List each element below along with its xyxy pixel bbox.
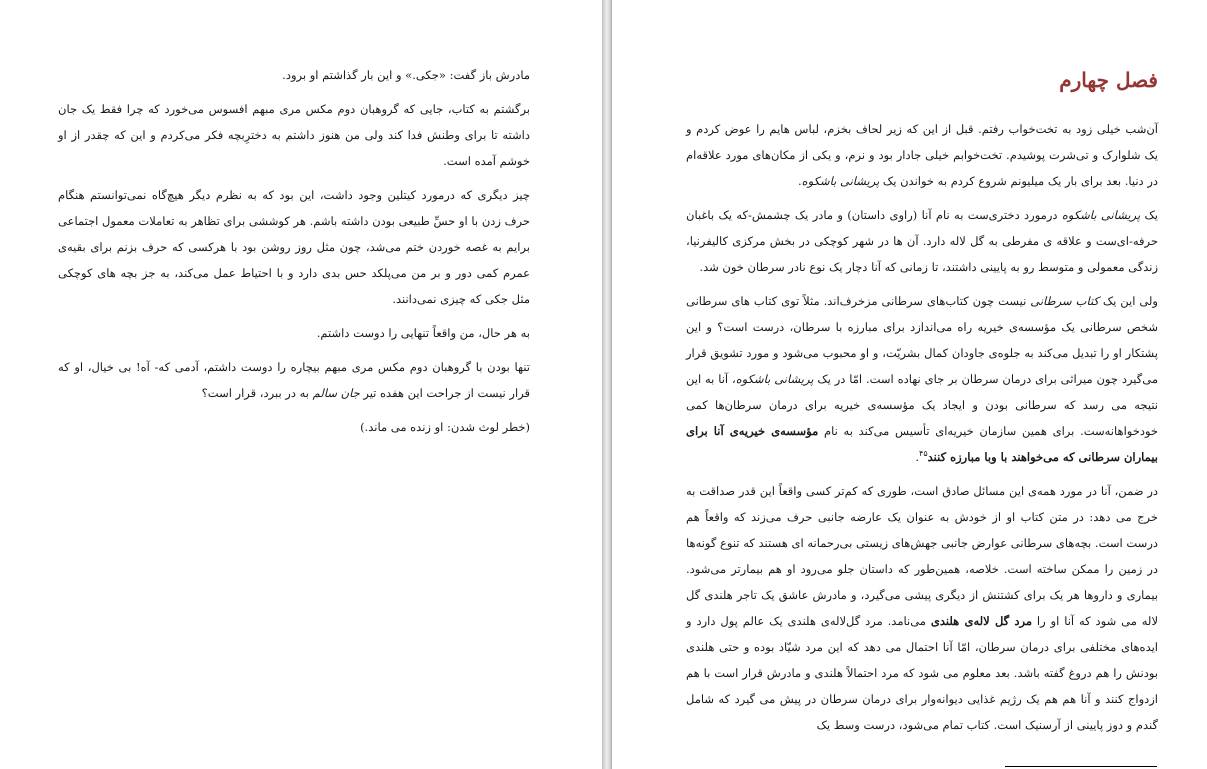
text-run: یک <box>1140 208 1158 222</box>
right-page-text <box>686 116 1158 746</box>
paragraph <box>58 414 530 440</box>
text-run: ، آنا به این نتیجه می رسد که سرطانی بودن و ایجاد یک مؤسسه‌ی خیریه برای درمان سرطان‌ها کمی خودخواهانه‌ست. برای همین سازمان خیریه‌ای تأسیس می‌کند به نام <box>686 372 1158 438</box>
paragraph <box>58 320 530 346</box>
text-run: (خطر لوث شدن: او زنده می ماند.) <box>360 420 530 434</box>
left-page <box>0 0 602 769</box>
italic-title: پریشانی باشکوه <box>735 372 814 386</box>
italic-title: پریشانی باشکوه <box>1061 208 1141 222</box>
text-run: برگشتم به کتاب، جایی که گروهبان دوم مکس مری مبهم افسوس می‌خورد که چرا فقط یک جان داشته تا برای وطنش فدا کند ولی من هنوز داشتم به دخترِبچه فکر می‌کردم و این که چقدر از او خوشم آمده است. <box>58 102 530 168</box>
footnote-ref: ۴۵ <box>919 449 928 459</box>
italic-title: کتاب سرطانی <box>1030 294 1099 308</box>
text-run: . <box>915 450 920 464</box>
bold-text: مرد گل لاله‌ی هلندی <box>930 614 1033 628</box>
paragraph <box>58 182 530 312</box>
text-run: تنها بودن با گروهبان دوم مکس مری مبهم بیچاره را دوست داشتم، آدمی که- آه! بی خیال، او که قرار نیست از جراحت این هفده تیر <box>58 360 530 400</box>
left-page-text <box>58 62 530 448</box>
paragraph <box>686 202 1158 280</box>
footnote-separator <box>1005 766 1157 767</box>
text-run: آن‌شب خیلی زود به تخت‌خواب رفتم. قبل از این که زیر لحاف بخزم، لباس هایم را عوض کردم و یک شلوارک و تی‌شرت پوشیدم. تخت‌خوابم خیلی جادار بود و نرم، و یکی از مکان‌های مورد علاقه‌ام در دنیا. بعد برای بار یک میلیونم شروع کردم به خواندن یک <box>686 122 1158 188</box>
text-run: در ضمن، آنا در مورد همه‌ی این مسائل صادق است، طوری که کم‌تر کسی واقعاً این قدر صداقت به خرج می دهد: در متن کتاب او از خودش به عنوان یک عارضه جانبی حرف می‌زند که واقعاً هم درست است. بچه‌های سرطانی عوارض جانبی جهش‌های زیستی بی‌رحمانه ای هستند که تنوع گونه‌ها در زمین را ممکن ساخته است. خلاصه، همین‌طور که داستان جلو می‌رود او هم بیمارتر می‌شود. بیماری و داروها هر یک برای کشتنش از دیگری پیشی می‌گیرد، و مادرش عاشق یک تاجر هلندی گل لاله می شود که آنا او را <box>686 484 1158 628</box>
text-run: نیست چون کتاب‌های سرطانی مزخرف‌اند. مثلاً توی کتاب های سرطانی شخص سرطانی یک مؤسسه‌ی خیریه راه می‌اندازد برای مبارزه با سرطان، درست است؟ و این پشتکار او را تبدیل می‌کند به جلوه‌ی جاودان کمال بشریّت، و او محبوب می‌شود و مورد تشویق قرار می‌گیرد چون میراثی برای درمان سرطان بر جای نهاده است. امّا در یک <box>686 294 1158 386</box>
right-page <box>612 0 1207 769</box>
paragraph <box>686 478 1158 738</box>
chapter-title: فصل چهارم <box>1059 68 1158 92</box>
paragraph <box>58 62 530 88</box>
bold-text: مؤسسه‌ی خیریه‌ی آنا برای بیماران سرطانی که می‌خواهند با وبا مبارزه کنند <box>686 424 1158 464</box>
text-run: ولی این یک <box>1098 294 1158 308</box>
italic-title: جان سالم <box>312 386 360 400</box>
text-run: به در ببرد، قرار است؟ <box>201 386 313 400</box>
paragraph <box>686 116 1158 194</box>
paragraph <box>58 354 530 406</box>
text-run: به هر حال، من واقعاً تنهایی را دوست داشتم. <box>316 326 530 340</box>
text-run: می‌نامد. مرد گل‌لاله‌ی هلندی یک عالم پول دارد و ایده‌های مختلفی برای درمان سرطان، امّا آنا احتمال می دهد که این مرد شیّاد بوده و حتی هلندی بودنش را هم دروغ گفته باشد. بعد معلوم می شود که مرد احتمالاً هلندی و مادرش قرار است با هم ازدواج کنند و آنا هم هم یک رژیم غذایی دیوانه‌وار برای درمان سرطان در پیش می گیرد که شامل گندم و دوز پایینی از آرسنیک است. کتاب تمام می‌شود، درست وسط یک <box>686 614 1158 732</box>
italic-title: پریشانی باشکوه <box>801 174 880 188</box>
text-run: درمورد دختری‌ست به نام آنا (راوی داستان) و مادر یک چشمش-که یک باغبان حرفه-ای‌ست و علاقه ی مفرطی به گل لاله دارد. آن ها در شهر کوچکی در بخش مرکزی کالیفرنیا، زندگی معمولی و متوسط رو به پایینی داشتند، تا زمانی که آنا دچار یک نوع نادر سرطان خون شد. <box>686 208 1158 274</box>
text-run: . <box>798 174 802 188</box>
text-run: مادرش باز گفت: «جکی.» و این بار گذاشتم او برود. <box>282 68 530 82</box>
paragraph <box>686 288 1158 470</box>
paragraph <box>58 96 530 174</box>
text-run: چیز دیگری که درمورد کیتلین وجود داشت، این بود که به نظرم دیگر هیچ‌گاه نمی‌توانستم هنگام حرف زدن با او حسِّ طبیعی بودن داشته باشم. هر کوششی برای تظاهر به تعاملات معمول اجتماعی برایم به غصه خوردن ختم می‌شد، چون مثل روز روشن بود با هرکسی که حرف بزنم برای بقیه‌ی عمرم کمی دور و بر من می‌پلکد حس بدی دارد و با احتیاط عمل می‌کند، به جز بچه های کوچکی مثل جکی که چیزی نمی‌دانند. <box>58 188 530 306</box>
page-gutter <box>602 0 612 769</box>
